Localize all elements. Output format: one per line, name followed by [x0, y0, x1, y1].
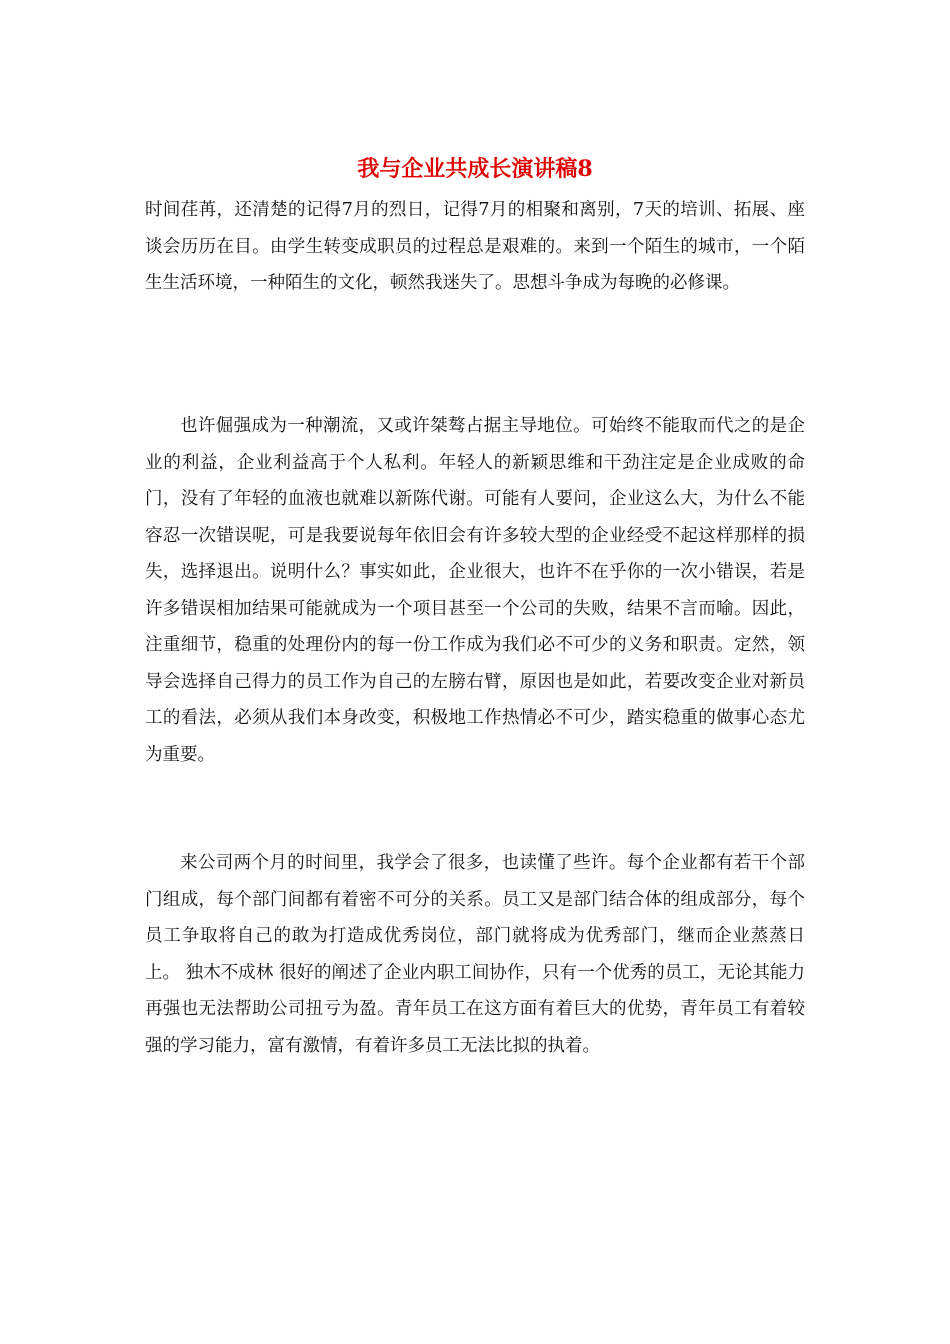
paragraph-3: 来公司两个月的时间里，我学会了很多，也读懂了些许。每个企业都有若干个部门组成，每个部门间都有着密不可分的关系。员工又是部门结合体的组成部分，每个员工争取将自己的敢为打造成优秀岗位，部门就将成为优秀部门，继而企业蒸蒸日上。 独木不成林 很好的阐述了企业内职工间协作，只有一个优秀的员工，无论其能力再强也无法帮助公司扭亏为盈。青年员工在这方面有着巨大的优势，青年员工有着较强的学习能力，富有激情，有着许多员工无法比拟的执着。 — [145, 853, 805, 1056]
paragraph-1: 时间荏苒，还清楚的记得7月的烈日，记得7月的相聚和离别，7天的培训、拓展、座谈会历历在目。由学生转变成职员的过程总是艰难的。来到一个陌生的城市，一个陌生生活环境，一种陌生的文化，顿然我迷失了。思想斗争成为每晚的必修课。 — [145, 200, 805, 293]
paragraph-2: 也许倔强成为一种潮流，又或许桀骜占据主导地位。可始终不能取而代之的是企业的利益，企业利益高于个人私利。年轻人的新颖思维和干劲注定是企业成败的命门，没有了年轻的血液也就难以新陈代谢。可能有人要问，企业这么大，为什么不能容忍一次错误呢，可是我要说每年依旧会有许多较大型的企业经受不起这样那样的损失，选择退出。说明什么？事实如此，企业很大，也许不在乎你的一次小错误，若是许多错误相加结果可能就成为一个项目甚至一个公司的失败，结果不言而喻。因此，注重细节，稳重的处理份内的每一份工作成为我们必不可少的义务和职责。定然，领导会选择自己得力的员工作为自己的左膀右臂，原因也是如此，若要改变企业对新员工的看法，必须从我们本身改变，积极地工作热情必不可少，踏实稳重的做事心态尤为重要。 — [145, 416, 805, 765]
document-title: 我与企业共成长演讲稿8 — [357, 156, 593, 182]
